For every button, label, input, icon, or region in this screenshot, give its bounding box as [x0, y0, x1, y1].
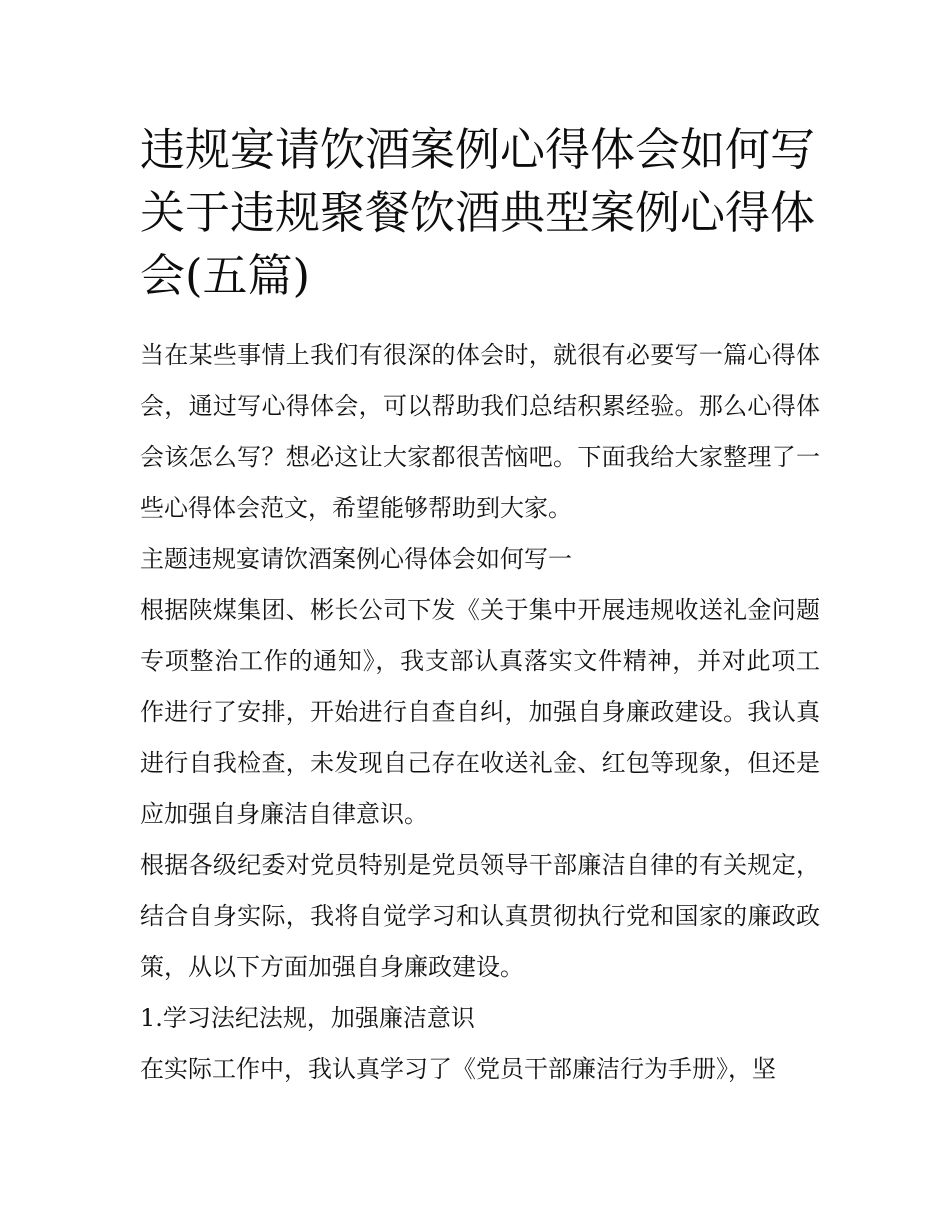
- body-paragraph: 根据各级纪委对党员特别是党员领导干部廉洁自律的有关规定，结合自身实际，我将自觉学习和认真贯彻执行党和国家的廉政政策，从以下方面加强自身廉政建设。: [140, 851, 820, 981]
- body-paragraph: 在实际工作中，我认真学习了《党员干部廉洁行为手册》，坚: [140, 1055, 776, 1083]
- document-page: [140, 118, 820, 1095]
- document-title: 违规宴请饮酒案例心得体会如何写 关于违规聚餐饮酒典型案例心得体会(五篇): [140, 123, 816, 302]
- section-heading: 主题违规宴请饮酒案例心得体会如何写一: [140, 545, 572, 573]
- document-body: [140, 330, 820, 1095]
- body-paragraph: 根据陕煤集团、彬长公司下发《关于集中开展违规收送礼金问题专项整治工作的通知》，我支部认真落实文件精神，并对此项工作进行了安排，开始进行自查自纠，加强自身廉政建设。我认真进行自我检查，未发现自己存在收送礼金、红包等现象，但还是应加强自身廉洁自律意识。: [140, 596, 820, 828]
- subheading: 1.学习法纪法规，加强廉洁意识: [140, 1004, 475, 1032]
- intro-paragraph: 当在某些事情上我们有很深的体会时，就很有必要写一篇心得体会，通过写心得体会，可以帮助我们总结积累经验。那么心得体会该怎么写？想必这让大家都很苦恼吧。下面我给大家整理了一些心得体会范文，希望能够帮助到大家。: [140, 341, 820, 522]
